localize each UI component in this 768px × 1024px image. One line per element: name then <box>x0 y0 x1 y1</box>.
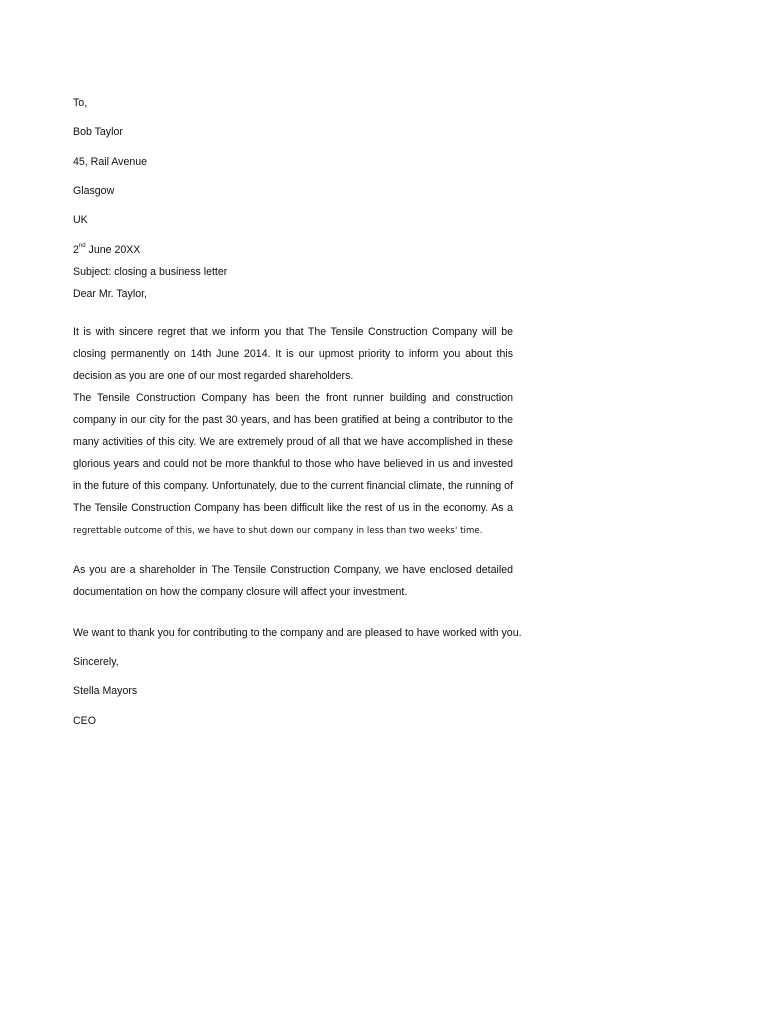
signer-name: Stella Mayors <box>73 685 138 697</box>
paragraph-3: As you are a shareholder in The Tensile Construction Company, we have enclosed detailed documentation on how the company closure will affect your investment. <box>73 564 513 598</box>
recipient-street: 45, Rail Avenue <box>73 156 148 168</box>
greeting: Dear Mr. Taylor, <box>73 288 147 300</box>
recipient-city: Glasgow <box>73 185 115 197</box>
signer-title: CEO <box>73 715 96 727</box>
recipient-name: Bob Taylor <box>73 126 123 138</box>
letter-date <box>73 244 140 256</box>
date-month-year: June 20XX <box>85 244 141 256</box>
date-day: 2 <box>73 244 79 256</box>
recipient-country: UK <box>73 214 88 226</box>
subject-line: Subject: closing a business letter <box>73 266 228 278</box>
to-label: To, <box>73 97 88 109</box>
date-suffix: nd <box>78 243 86 249</box>
paragraph-2: The Tensile Construction Company has been the front runner building and construction company in our city for the past 30 years, and has been gratified at being a contributor to the many activities of this city. We are extremely proud of all that we have accomplished in these glorious years and could not be more thankful to those who have believed in us and invested in the future of this company. Unfortunately, due to the current financial climate, the running of The Tensile Construction Company has been difficult like the rest of us in the economy. As a <box>73 392 513 514</box>
paragraph-4: We want to thank you for contributing to the company and are pleased to have worked with you. <box>73 627 522 639</box>
paragraph-2-last-line: regrettable outcome of this, we have to shut down our company in less than two weeks' time. <box>73 526 483 536</box>
paragraph-1: It is with sincere regret that we inform you that The Tensile Construction Company will be closing permanently on 14th June 2014. It is our upmost priority to inform you about this decision as you are one of our most regarded shareholders. <box>73 326 513 382</box>
closing: Sincerely, <box>73 656 119 668</box>
